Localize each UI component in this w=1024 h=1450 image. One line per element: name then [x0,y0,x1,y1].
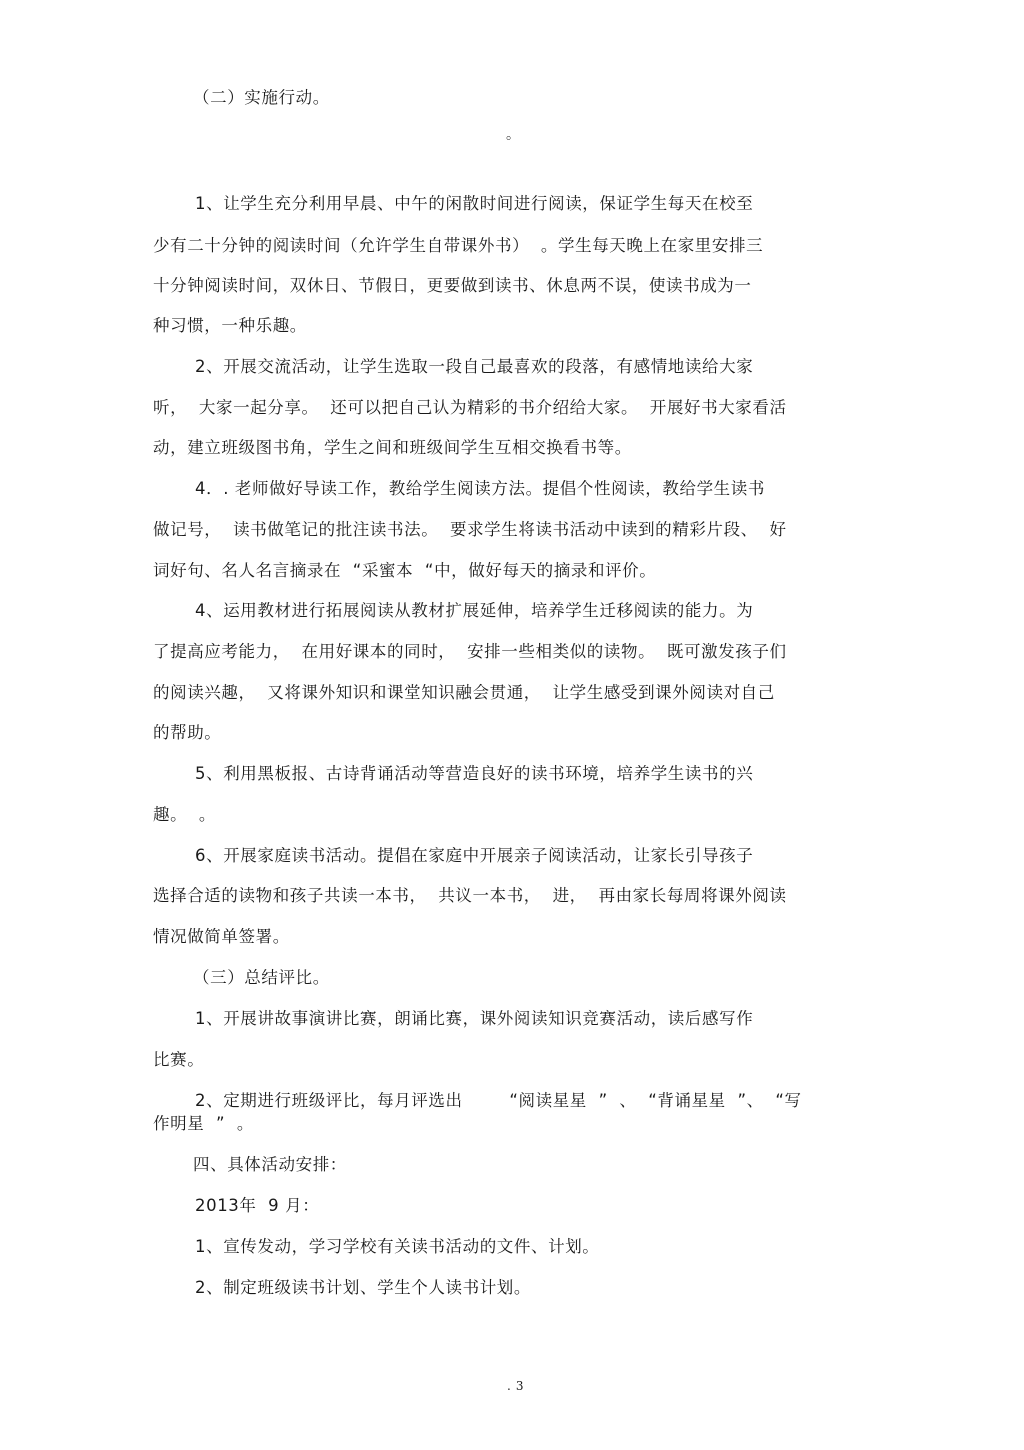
section-3-item-2-line-1: 2、定期进行班级评比，每月评选出 “阅读星星 ” 、 “背诵星星 ”、 “写 [195,1091,802,1110]
item-4b-line-1: 4、运用教材进行拓展阅读从教材扩展延伸，培养学生迁移阅读的能力。为 [195,601,754,620]
item-6-line-1: 6、开展家庭读书活动。提倡在家庭中开展亲子阅读活动，让家长引导孩子 [195,846,754,865]
item-1-line-3: 十分钟阅读时间，双休日、节假日，更要做到读书、休息两不误，使读书成为一 [153,276,752,295]
item-4a-line-1: 4．. 老师做好导读工作，教给学生阅读方法。提倡个性阅读，教给学生读书 [195,479,765,498]
item-6-line-2: 选择合适的读物和孩子共读一本书， 共议一本书， 进， 再由家长每周将课外阅读 [153,886,787,905]
item-1-line-2: 少有二十分钟的阅读时间（允许学生自带课外书） 。学生每天晚上在家里安排三 [153,236,764,255]
item-1-line-4: 种习惯，一种乐趣。 [153,316,307,335]
month-label: 2013年 9 月： [195,1196,320,1215]
section-3-item-1-line-1: 1、开展讲故事演讲比赛，朗诵比赛，课外阅读知识竞赛活动，读后感写作 [195,1009,754,1028]
section-3-item-1-line-2: 比赛。 [153,1050,205,1069]
dot-mark: 。 [506,127,521,143]
item-4b-line-2: 了提高应考能力， 在用好课本的同时， 安排一些相类似的读物。 既可激发孩子们 [153,642,787,661]
item-1-line-1: 1、让学生充分利用早晨、中午的闲散时间进行阅读，保证学生每天在校至 [195,194,754,213]
section-3-heading: （三）总结评比。 [193,968,330,987]
item-6-line-3: 情况做简单签署。 [153,927,290,946]
item-2-line-3: 动，建立班级图书角，学生之间和班级间学生互相交换看书等。 [153,438,632,457]
page-number: . 3 [507,1379,525,1393]
september-item-2: 2、制定班级读书计划、学生个人读书计划。 [195,1278,531,1297]
item-5-line-1: 5、利用黑板报、古诗背诵活动等营造良好的读书环境，培养学生读书的兴 [195,764,754,783]
item-4b-line-4: 的帮助。 [153,723,222,742]
item-4a-line-2: 做记号， 读书做笔记的批注读书法。 要求学生将读书活动中读到的精彩片段、 好 [153,520,787,539]
section-3-item-2-line-2: 作明星 ” 。 [153,1114,254,1133]
section-2-heading: （二）实施行动。 [193,88,330,107]
item-4b-line-3: 的阅读兴趣， 又将课外知识和课堂知识融会贯通， 让学生感受到课外阅读对自己 [153,683,775,702]
september-item-1: 1、宣传发动，学习学校有关读书活动的文件、计划。 [195,1237,600,1256]
item-2-line-1: 2、开展交流活动，让学生选取一段自己最喜欢的段落，有感情地读给大家 [195,357,754,376]
item-5-line-2: 趣。 。 [153,805,216,824]
item-4a-line-3: 词好句、名人名言摘录在 “采蜜本 “中，做好每天的摘录和评价。 [153,561,657,580]
section-4-heading: 四、具体活动安排： [193,1155,347,1174]
item-2-line-2: 听， 大家一起分享。 还可以把自己认为精彩的书介绍给大家。 开展好书大家看活 [153,398,787,417]
